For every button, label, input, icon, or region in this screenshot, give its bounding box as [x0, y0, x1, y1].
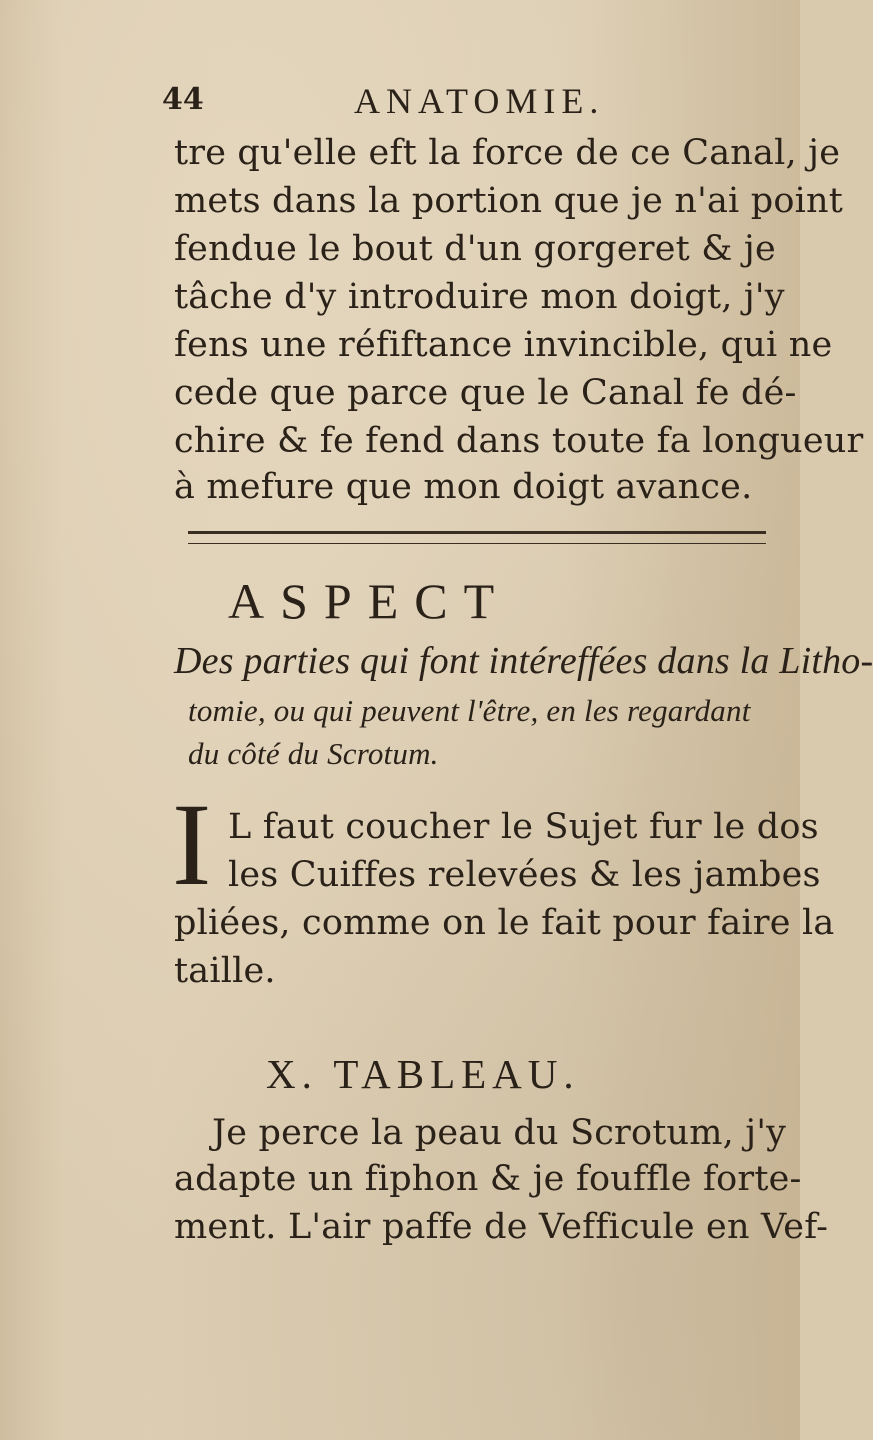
text-line: tâche d'y introduire mon doigt, j'y	[174, 277, 785, 317]
text-line: adapte un fiphon & je fouffle forte-	[174, 1159, 802, 1199]
section-title: ASPECT	[228, 573, 511, 629]
subtitle-line: du côté du Scrotum.	[188, 736, 439, 771]
text-line: cede que parce que le Canal fe dé-	[174, 373, 797, 413]
text-line: taille.	[174, 951, 276, 991]
text-line: fendue le bout d'un gorgeret & je	[174, 229, 776, 269]
text-line: les Cuiffes relevées & les jambes	[228, 855, 821, 895]
section-divider-rule	[188, 531, 766, 544]
text-line: ment. L'air paffe de Vefficule en Vef-	[174, 1207, 829, 1247]
text-line: tre qu'elle eft la force de ce Canal, je	[174, 133, 841, 173]
text-line: pliées, comme on le fait pour faire la	[174, 903, 835, 943]
text-line: L faut coucher le Sujet fur le dos	[228, 807, 819, 847]
running-head: ANATOMIE.	[354, 81, 605, 121]
subtitle-line: Des parties qui font intéreffées dans la Litho-	[174, 640, 873, 682]
text-line: chire & fe fend dans toute fa longueur	[174, 421, 864, 461]
text-line: fens une réfiftance invincible, qui ne	[174, 325, 833, 365]
subtitle-line: tomie, ou qui peuvent l'être, en les regardant	[188, 693, 751, 728]
text-line: à mefure que mon doigt avance.	[174, 467, 753, 507]
text-line: Je perce la peau du Scrotum, j'y	[212, 1113, 787, 1153]
text-line: mets dans la portion que je n'ai point	[174, 181, 844, 221]
page-number: 44	[162, 82, 204, 117]
table-heading: X. TABLEAU.	[266, 1051, 580, 1097]
page-header	[162, 80, 642, 124]
drop-cap: I	[172, 779, 212, 910]
